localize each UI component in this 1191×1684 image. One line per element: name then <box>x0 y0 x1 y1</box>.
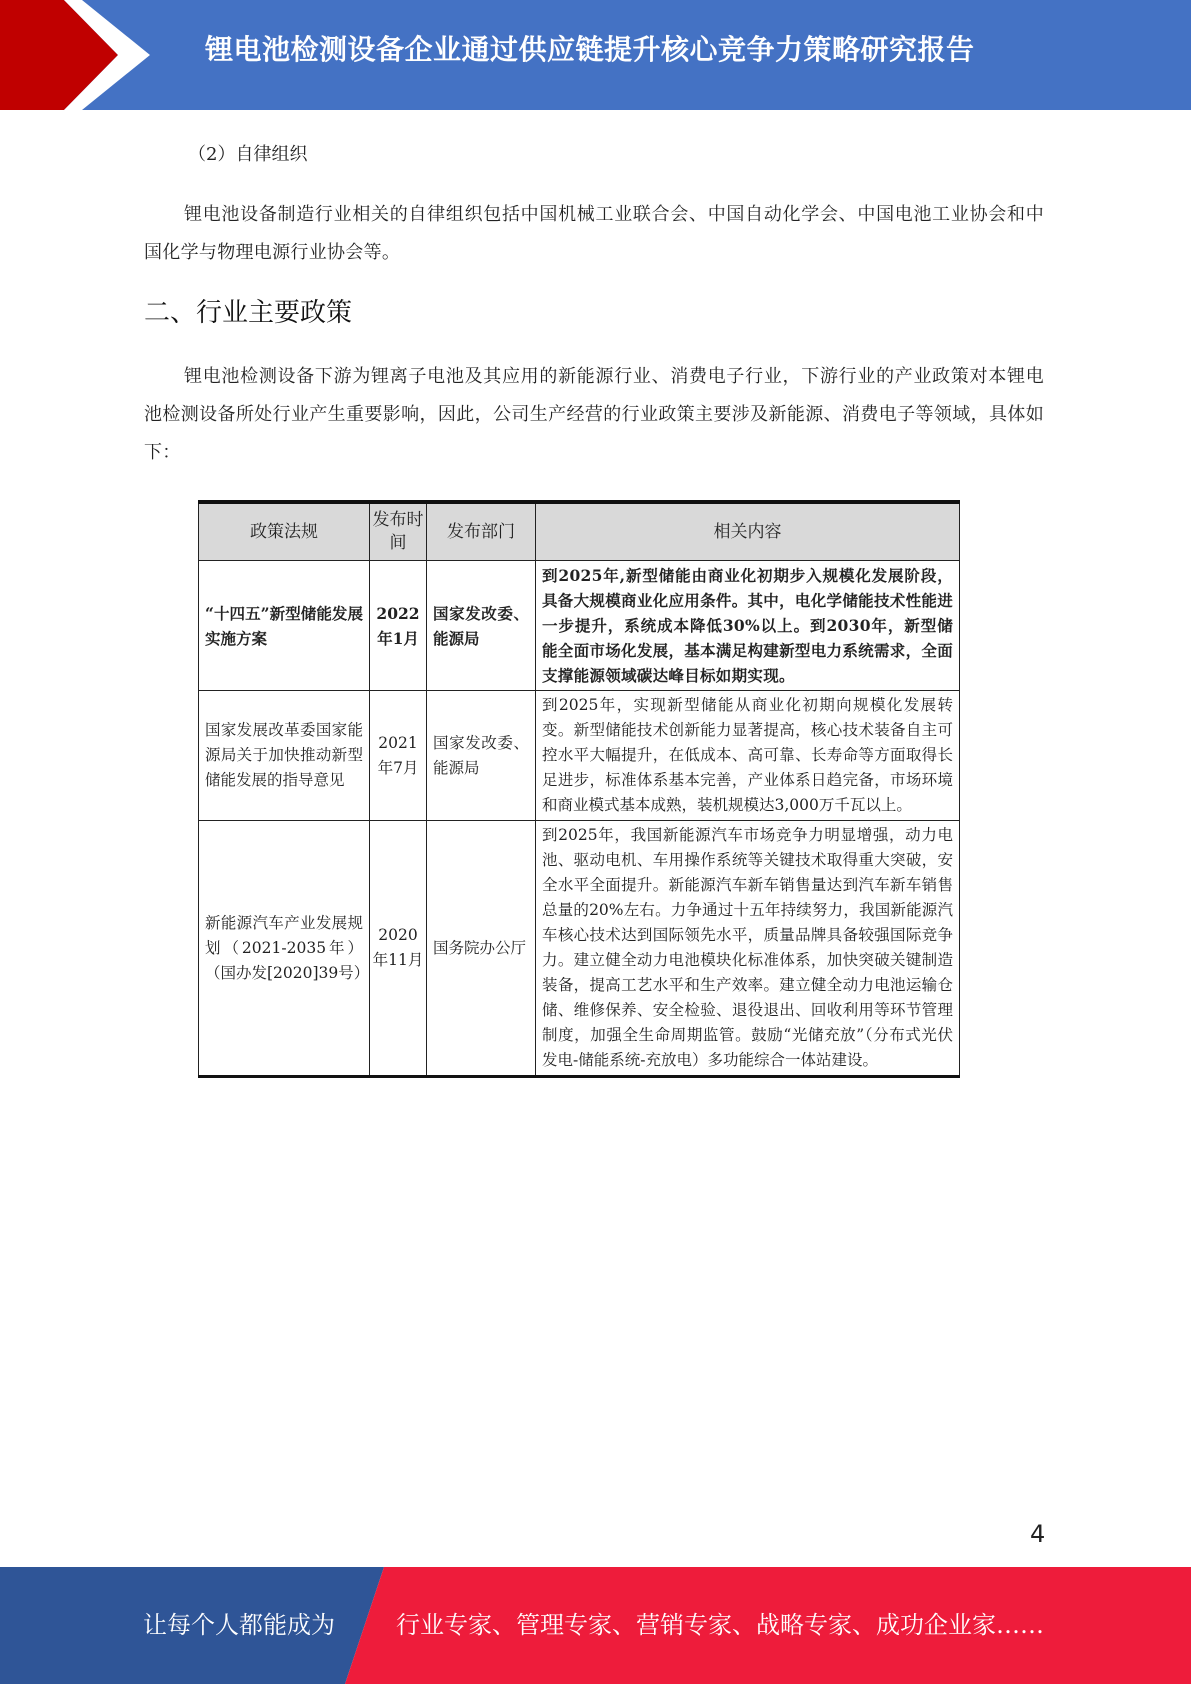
cell-dept: 国家发改委、能源局 <box>427 561 536 691</box>
cell-time: 2020年11月 <box>370 821 427 1077</box>
policy-table <box>198 500 960 1078</box>
header-title: 锂电池检测设备企业通过供应链提升核心竞争力策略研究报告 <box>205 33 975 66</box>
footer-slogan-right: 行业专家、管理专家、营销专家、战略专家、成功企业家…… <box>396 1611 1044 1639</box>
cell-time: 2021年7月 <box>370 691 427 821</box>
table-row <box>199 821 960 1077</box>
cell-law: “十四五”新型储能发展实施方案 <box>199 561 370 691</box>
sub-heading: （2）自律组织 <box>188 144 308 165</box>
table-row <box>199 561 960 691</box>
page-header <box>0 0 1191 110</box>
cell-law: 新能源汽车产业发展规划（2021-2035年）（国办发[2020]39号） <box>199 821 370 1077</box>
page-number: 4 <box>1030 1520 1046 1548</box>
header-time: 发布时间 <box>370 502 427 561</box>
table-header-row <box>199 502 960 561</box>
table-row <box>199 691 960 821</box>
header-dept: 发布部门 <box>427 502 536 561</box>
cell-law: 国家发展改革委国家能源局关于加快推动新型储能发展的指导意见 <box>199 691 370 821</box>
cell-dept: 国务院办公厅 <box>427 821 536 1077</box>
cell-content: 到2025年，我国新能源汽车市场竞争力明显增强，动力电池、驱动电机、车用操作系统等关键技术取得重大突破，安全水平全面提升。新能源汽车新车销售量达到汽车新车销售总量的20%左右。力争通过十五年持续努力，我国新能源汽车核心技术达到国际领先水平，质量品牌具备较强国际竞争力。建立健全动力电池模块化标准体系，加快突破关键制造装备，提高工艺水平和生产效率。建立健全动力电池运输仓储、维修保养、安全检验、退役退出、回收利用等环节管理制度，加强全生命周期监管。鼓励“光储充放”（分布式光伏发电-储能系统-充放电）多功能综合一体站建设。 <box>536 821 960 1077</box>
cell-time: 2022年1月 <box>370 561 427 691</box>
header-content: 相关内容 <box>536 502 960 561</box>
paragraph-self-regulatory: 锂电池设备制造行业相关的自律组织包括中国机械工业联合会、中国自动化学会、中国电池工业协会和中国化学与物理电源行业协会等。 <box>144 204 1044 263</box>
footer-slogan-left: 让每个人都能成为 <box>143 1611 335 1639</box>
cell-content: 到2025年，实现新型储能从商业化初期向规模化发展转变。新型储能技术创新能力显著提高，核心技术装备自主可控水平大幅提升，在低成本、高可靠、长寿命等方面取得长足进步，标准体系基本完善，产业体系日趋完备，市场环境和商业模式基本成熟，装机规模达3,000万千瓦以上。 <box>536 691 960 821</box>
cell-dept: 国家发改委、能源局 <box>427 691 536 821</box>
section-heading: 二、行业主要政策 <box>144 298 353 328</box>
cell-content: 到2025年,新型储能由商业化初期步入规模化发展阶段，具备大规模商业化应用条件。其中，电化学储能技术性能进一步提升，系统成本降低30%以上。到2030年，新型储能全面市场化发展，基本满足构建新型电力系统需求，全面支撑能源领域碳达峰目标如期实现。 <box>536 561 960 691</box>
paragraph-policy-intro: 锂电池检测设备下游为锂离子电池及其应用的新能源行业、消费电子行业，下游行业的产业政策对本锂电池检测设备所处行业产生重要影响，因此，公司生产经营的行业政策主要涉及新能源、消费电子等领域，具体如下： <box>144 366 1044 463</box>
header-law: 政策法规 <box>199 502 370 561</box>
page-footer <box>0 1567 1191 1684</box>
